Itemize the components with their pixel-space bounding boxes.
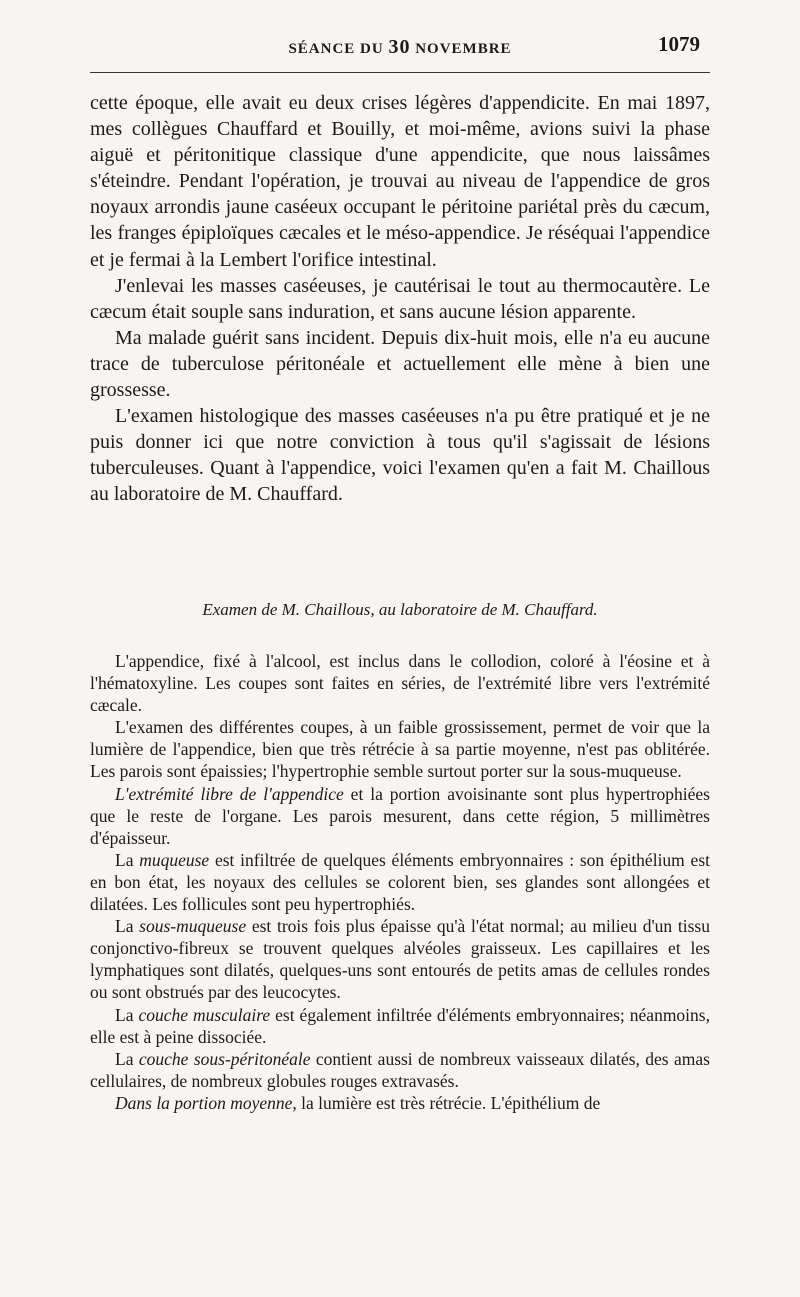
- paragraph-thermocautery: J'enlevai les masses caséeuses, je cautérisai le tout au thermocautère. Le cæcum était souple sans induration, et sans aucune lésion apparente.: [90, 274, 710, 323]
- paragraph-histology: L'examen histologique des masses caséeuses n'a pu être pratiqué et je ne puis donner ici que notre conviction à tous qu'il s'agissait de lésions tuberculeuses. Quant à l'appendice, voici l'examen qu'en a fait M. Chaillous au laboratoire de M. Chauffard.: [90, 405, 710, 506]
- report-paragraph-subperitoneal: [90, 1048, 710, 1092]
- term-mucosa: muqueuse: [139, 849, 210, 870]
- page-number: 1079: [658, 32, 700, 56]
- report-text-muscular: est également infiltrée d'éléments embryonnaires; néanmoins, elle est à peine dissociée.: [90, 1004, 710, 1047]
- report-text-middle-portion: , la lumière est très rétrécie. L'épithélium de: [292, 1092, 601, 1113]
- report-paragraph-submucosa: [90, 915, 710, 1003]
- article: La: [115, 849, 140, 870]
- report-text: [90, 650, 710, 1114]
- running-head-pre: SÉANCE DU: [288, 41, 389, 57]
- term-subperitoneal-layer: couche sous-péritonéale: [138, 1048, 311, 1069]
- report-text-free-end: et la portion avoisinante sont plus hypertrophiées que le reste de l'organe. Les parois mesurent, dans cette région, 5 millimètres d'épaisseur.: [90, 783, 710, 848]
- page-header: [90, 28, 710, 72]
- term-free-end: L'extrémité libre de l'appendice: [115, 783, 344, 804]
- article: La: [115, 1048, 139, 1069]
- report-paragraph-middle-portion: [90, 1092, 710, 1114]
- paragraph-recovery: Ma malade guérit sans incident. Depuis dix-huit mois, elle n'a eu aucune trace de tuberculose péritonéale et actuellement elle mène à bien une grossesse.: [90, 326, 710, 402]
- report-paragraph-mucosa: [90, 849, 710, 915]
- report-text-submucosa: est trois fois plus épaisse qu'à l'état normal; au milieu d'un tissu conjonctivo-fibreux se trouvent quelques alvéoles graisseux. Les capillaires et les lymphatiques sont dilatés, quelques-uns sont entourés de petits amas de cellules rondes ou sont obstrués par des leucocytes.: [90, 916, 710, 1003]
- term-submucosa: sous-muqueuse: [139, 916, 247, 937]
- report-paragraph-muscular: [90, 1004, 710, 1048]
- paragraph-continuation: cette époque, elle avait eu deux crises légères d'appendicite. En mai 1897, mes collègues Chauffard et Bouilly, et moi-même, avions suivi la phase aiguë et péritonitique classique d'une appendicite, que nous laissâmes s'éteindre. Pendant l'opération, je trouvai au niveau de l'appendice de gros noyaux arrondis jaune caséeux occupant le péritoine pariétal près du cæcum, les franges épiploïques cæcales et le méso-appendice. Je réséquai l'appendice et je fermai à la Lembert l'orifice intestinal.: [90, 92, 710, 271]
- term-middle-portion: Dans la portion moyenne: [115, 1092, 293, 1113]
- article: La: [115, 1004, 139, 1025]
- report-paragraph-sections: L'examen des différentes coupes, à un faible grossissement, permet de voir que la lumière de l'appendice, bien que très rétrécie à sa partie moyenne, n'est pas oblitérée. Les parois sont épaissies; l'hypertrophie semble surtout porter sur la sous-muqueuse.: [90, 717, 710, 782]
- section-title: Examen de M. Chaillous, au laboratoire de M. Chauffard.: [202, 600, 598, 619]
- report-text-subperitoneal: contient aussi de nombreux vaisseaux dilatés, des amas cellulaires, de nombreux globules rouges extravasés.: [90, 1048, 710, 1091]
- header-rule: [90, 72, 710, 73]
- running-head-post: NOVEMBRE: [410, 41, 512, 57]
- running-head-number: 30: [388, 36, 411, 58]
- report-text-mucosa: est infiltrée de quelques éléments embryonnaires : son épithélium est en bon état, les noyaux des cellules se colorent bien, ses glandes sont allongées et dilatées. Les follicules sont peu hypertrophiés.: [90, 849, 710, 915]
- report-paragraph-free-end: [90, 783, 710, 849]
- report-paragraph-fixation: L'appendice, fixé à l'alcool, est inclus dans le collodion, coloré à l'éosine et à l'hématoxyline. Les coupes sont faites en séries, de l'extrémité libre vers l'extrémité cæcale.: [90, 651, 710, 716]
- main-text: [90, 90, 710, 508]
- article: La: [115, 916, 140, 937]
- running-head: [90, 36, 710, 59]
- term-muscular-layer: couche musculaire: [138, 1004, 271, 1025]
